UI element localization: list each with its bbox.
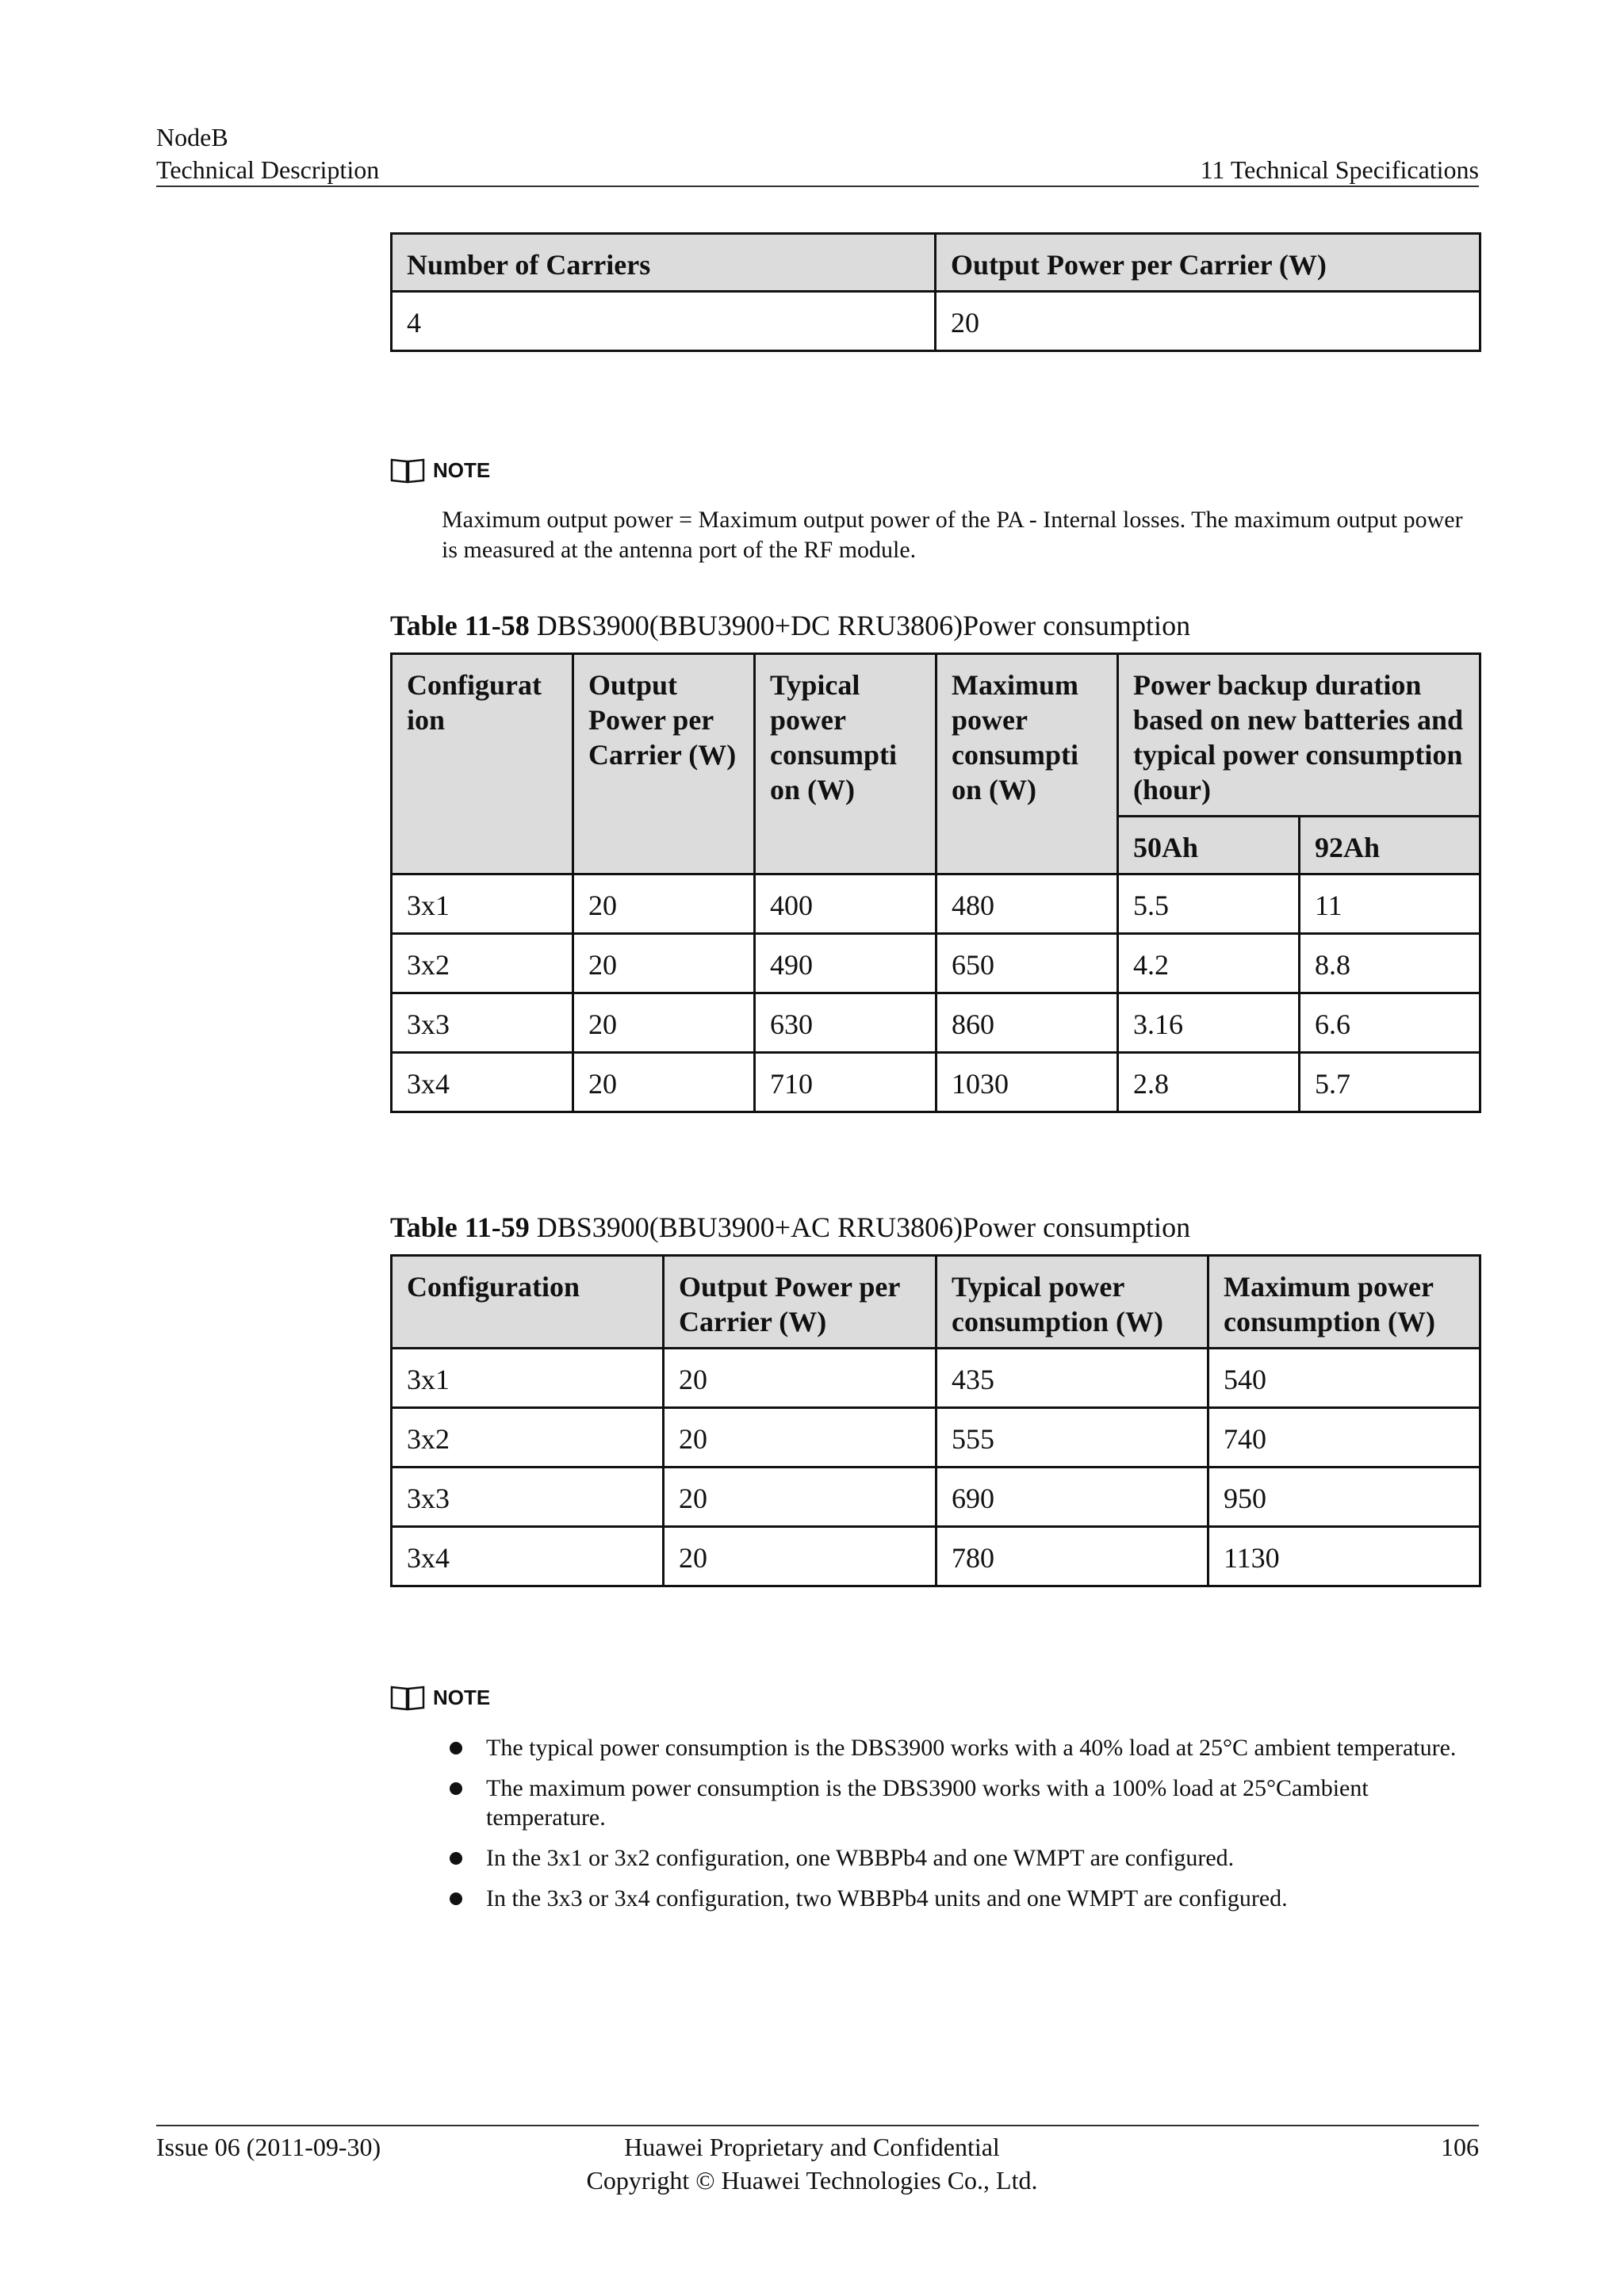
table-cell: 3x4 bbox=[392, 1527, 664, 1586]
table-cell: 740 bbox=[1208, 1408, 1480, 1468]
table-header-row bbox=[392, 654, 1480, 817]
book-icon bbox=[390, 1684, 425, 1711]
table-cell: 690 bbox=[936, 1468, 1208, 1527]
note2-header bbox=[390, 1684, 490, 1711]
table-cell: 555 bbox=[936, 1408, 1208, 1468]
header-cell: Maximum power consumpti on (W) bbox=[936, 654, 1118, 874]
footer-confidential: Huawei Proprietary and Confidential bbox=[624, 2133, 1000, 2161]
header-cell: Number of Carriers bbox=[392, 234, 936, 292]
table-cell: 1130 bbox=[1208, 1527, 1480, 1586]
table59-caption bbox=[390, 1210, 1190, 1245]
header-cell: Typical power consumption (W) bbox=[936, 1256, 1208, 1349]
header-cell: Power backup duration based on new batteries and typical power consumption (hour) bbox=[1118, 654, 1480, 817]
table-cell: 11 bbox=[1300, 874, 1480, 934]
table-cell: 3x2 bbox=[392, 934, 573, 993]
list-item bbox=[442, 1733, 1488, 1762]
table-cell: 5.7 bbox=[1300, 1053, 1480, 1112]
note2-bullet-list bbox=[442, 1733, 1488, 1924]
note1-text: Maximum output power = Maximum output power of the PA - Internal losses. The maximum output power is measured at the antenna port of the RF module. bbox=[442, 507, 1463, 563]
table-cell: 2.8 bbox=[1118, 1053, 1300, 1112]
table-cell: 20 bbox=[573, 993, 755, 1053]
table59-caption-number: Table 11-59 bbox=[390, 1211, 530, 1243]
table-cell: 20 bbox=[936, 292, 1480, 351]
list-item bbox=[442, 1774, 1488, 1832]
table-cell: 630 bbox=[755, 993, 936, 1053]
note2-label: NOTE bbox=[433, 1685, 491, 1709]
list-item bbox=[442, 1843, 1488, 1873]
table59 bbox=[390, 1254, 1481, 1587]
table-row bbox=[392, 292, 1480, 351]
subheader-cell: 50Ah bbox=[1118, 817, 1300, 874]
table-cell: 3x1 bbox=[392, 1349, 664, 1408]
table-cell: 6.6 bbox=[1300, 993, 1480, 1053]
table59-caption-text: DBS3900(BBU3900+AC RRU3806)Power consumption bbox=[529, 1211, 1191, 1243]
bullet-text: In the 3x3 or 3x4 configuration, two WBBPb4 units and one WMPT are configured. bbox=[486, 1885, 1288, 1911]
table-cell: 20 bbox=[573, 934, 755, 993]
header-rule bbox=[156, 186, 1479, 187]
bullet-text: The maximum power consumption is the DBS3900 works with a 100% load at 25°Cambient temperature. bbox=[486, 1775, 1369, 1831]
bullet-icon bbox=[450, 1782, 462, 1795]
footer-copyright: Copyright © Huawei Technologies Co., Ltd. bbox=[586, 2166, 1038, 2195]
bullet-text: In the 3x1 or 3x2 configuration, one WBBPb4 and one WMPT are configured. bbox=[486, 1845, 1235, 1871]
table-cell: 540 bbox=[1208, 1349, 1480, 1408]
table58-caption bbox=[390, 608, 1190, 643]
book-icon bbox=[390, 457, 425, 484]
table-row bbox=[392, 1053, 1480, 1112]
subheader-cell: 92Ah bbox=[1300, 817, 1480, 874]
table-cell: 3x3 bbox=[392, 1468, 664, 1527]
table-cell: 1030 bbox=[936, 1053, 1118, 1112]
header-cell: Output Power per Carrier (W) bbox=[573, 654, 755, 874]
table-row bbox=[392, 1468, 1480, 1527]
table58 bbox=[390, 652, 1481, 1113]
table-header-row bbox=[392, 1256, 1480, 1349]
table-cell: 950 bbox=[1208, 1468, 1480, 1527]
table-cell: 20 bbox=[664, 1468, 936, 1527]
table-row bbox=[392, 993, 1480, 1053]
table-cell: 860 bbox=[936, 993, 1118, 1053]
header-cell: Output Power per Carrier (W) bbox=[664, 1256, 936, 1349]
table-cell: 20 bbox=[664, 1527, 936, 1586]
table-cell: 20 bbox=[573, 1053, 755, 1112]
header-cell: Configuration bbox=[392, 1256, 664, 1349]
list-item bbox=[442, 1884, 1488, 1913]
table58-caption-text: DBS3900(BBU3900+DC RRU3806)Power consumption bbox=[529, 610, 1191, 641]
table-cell: 710 bbox=[755, 1053, 936, 1112]
table-cell: 435 bbox=[936, 1349, 1208, 1408]
table-row bbox=[392, 874, 1480, 934]
table-row bbox=[392, 1408, 1480, 1468]
header-cell: Configurat ion bbox=[392, 654, 573, 874]
table-cell: 3x4 bbox=[392, 1053, 573, 1112]
table-cell: 3x2 bbox=[392, 1408, 664, 1468]
header-product: NodeB bbox=[156, 123, 228, 151]
bullet-icon bbox=[450, 1892, 462, 1905]
table-row bbox=[392, 934, 1480, 993]
table-cell: 780 bbox=[936, 1527, 1208, 1586]
table-cell: 3x1 bbox=[392, 874, 573, 934]
table-cell: 5.5 bbox=[1118, 874, 1300, 934]
table-row bbox=[392, 1527, 1480, 1586]
table-cell: 3x3 bbox=[392, 993, 573, 1053]
table58-caption-number: Table 11-58 bbox=[390, 610, 530, 641]
carriers-table bbox=[390, 232, 1481, 352]
table-cell: 4 bbox=[392, 292, 936, 351]
table-row bbox=[392, 1349, 1480, 1408]
header-cell: Typical power consumpti on (W) bbox=[755, 654, 936, 874]
bullet-icon bbox=[450, 1852, 462, 1865]
bullet-icon bbox=[450, 1742, 462, 1755]
page-number: 106 bbox=[1441, 2133, 1479, 2161]
footer-rule bbox=[156, 2125, 1479, 2126]
table-cell: 20 bbox=[573, 874, 755, 934]
table-cell: 3.16 bbox=[1118, 993, 1300, 1053]
table-cell: 20 bbox=[664, 1349, 936, 1408]
header-doc-title: Technical Description bbox=[156, 155, 380, 184]
header-chapter: 11 Technical Specifications bbox=[1200, 155, 1479, 184]
header-cell: Maximum power consumption (W) bbox=[1208, 1256, 1480, 1349]
note1-header bbox=[390, 457, 490, 484]
table-cell: 650 bbox=[936, 934, 1118, 993]
table-cell: 400 bbox=[755, 874, 936, 934]
table-cell: 490 bbox=[755, 934, 936, 993]
table-cell: 4.2 bbox=[1118, 934, 1300, 993]
table-cell: 8.8 bbox=[1300, 934, 1480, 993]
footer-issue: Issue 06 (2011-09-30) bbox=[156, 2133, 381, 2161]
header-cell: Output Power per Carrier (W) bbox=[936, 234, 1480, 292]
table-cell: 480 bbox=[936, 874, 1118, 934]
table-header-row bbox=[392, 234, 1480, 292]
bullet-text: The typical power consumption is the DBS3900 works with a 40% load at 25°C ambient temperature. bbox=[486, 1735, 1457, 1761]
table-cell: 20 bbox=[664, 1408, 936, 1468]
note1-label: NOTE bbox=[433, 457, 491, 482]
